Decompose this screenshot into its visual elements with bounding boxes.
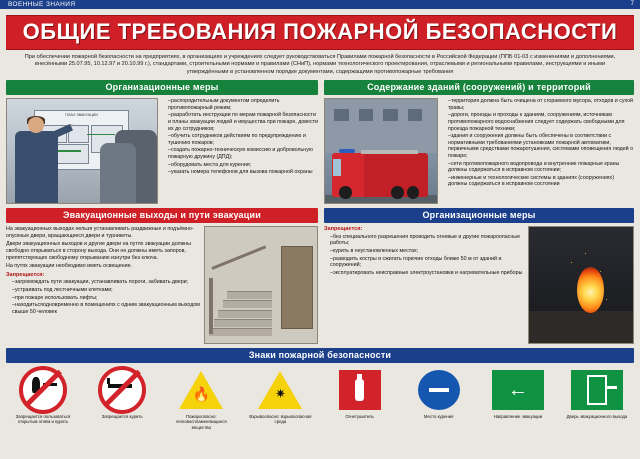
sign-caption: Запрещается пользоваться открытым огнём и курить [15, 414, 71, 425]
list-item: – курить в неустановленных местах; [330, 248, 524, 255]
top-bar [0, 0, 640, 9]
list-item: – дороги, проезды и проходы к зданиям, сооружениям, источникам противопожарного водоснабжения следует содержать свободными для проезда пожарной техники; [448, 112, 634, 132]
evacuation-arrow-icon: ← [492, 370, 544, 410]
sign-caption: Взрывоопасно: взрывоопасная среда [249, 414, 312, 425]
list-item: – территория должна быть очищена от сгораемого мусора, отходов и сухой травы; [448, 98, 634, 111]
list-item: – устраивать под лестничными клетками; [12, 287, 200, 294]
section-header-signs: Знаки пожарной безопасности [6, 348, 634, 363]
evacuation-plan-board-title: ПЛАН ЭВАКУАЦИИ [65, 112, 98, 117]
list-item: – загромождать пути эвакуации, устанавливать пороги, забивать двери; [12, 279, 200, 286]
section-header-buildings: Содержание зданий (сооружений) и территорий [324, 80, 634, 95]
sign-no-smoking [91, 368, 153, 430]
intro-paragraph: При обеспечении пожарной безопасности на предприятиях, в организациях и учреждениях следует руководствоваться Правилами пожарной безопасности в Российской Федерации (ППБ 01-03 с изменениями и дополнениями, внесёнными 25.07.95, 10.12.97 и 20.10.99 г.), стандартами, строительными нормами и правилами (СНиП), нормами технологического проектирования, отраслевыми и региональными правилами, инструкциями и иными утверждёнными в установленном порядке документами, содержащими противопожарные требования [24, 54, 616, 75]
list-item: – обучить сотрудников действиям по предупреждению и тушению пожаров; [168, 133, 318, 146]
photo-evacuation-plan-briefing [6, 98, 158, 204]
list-item: – без специального разрешения проводить огневые и другие пожароопасные работы; [330, 234, 524, 247]
section-header-org-measures-2: Организационные меры [324, 208, 634, 223]
sign-caption: Место курения [423, 414, 454, 420]
section-header-org-measures: Организационные меры [6, 80, 318, 95]
stairwell-door [281, 246, 312, 329]
paragraph: Двери эвакуационных выходов и другие двери на путях эвакуации должны свободно открываться в сторону выхода. Они не должны иметь запоров, препятствующих свободному открыванию изнутри без ключа. [6, 241, 191, 261]
evacuation-text [6, 226, 200, 344]
list-item: – распорядительным документом определить противопожарный режим; [168, 98, 318, 111]
title-banner [6, 15, 634, 50]
list-item: – инженерные и технологические системы в зданиях (сооружениях) должны содержаться в исправном состоянии [448, 175, 634, 188]
no-smoking-icon [98, 366, 146, 414]
page-title: ОБЩИЕ ТРЕБОВАНИЯ ПОЖАРНОЙ БЕЗОПАСНОСТИ [22, 19, 618, 44]
no-smoking-no-open-flame-icon [19, 366, 67, 414]
sign-flammable-substances [170, 368, 232, 430]
paragraph: На эвакуационных выходах нельзя устанавливать раздвижные и подъёмно-опускные двери, вращающиеся двери и турникеты. [6, 226, 194, 239]
sign-evacuation-direction [487, 368, 549, 430]
list-item: – разводить костры и сжигать горючие отходы ближе 50 м от зданий и сооружений; [330, 256, 524, 269]
sign-no-open-flame-no-smoking [12, 368, 74, 430]
audience-figure-2 [100, 143, 136, 203]
paragraph: На путях эвакуации необходимо иметь освещение. [6, 263, 132, 270]
brand-label: ВОЕННЫЕ ЗНАНИЯ [8, 1, 76, 8]
explosive-environment-icon: ✷ [258, 371, 302, 409]
list-item: – создать пожарно-техническую комиссию и добровольную пожарную дружину (ДПД); [168, 147, 318, 160]
sign-caption: Дверь эвакуационного выхода [566, 414, 628, 420]
photo-fire-truck [324, 98, 438, 204]
list-item: – при пожаре использовать лифты; [12, 295, 200, 302]
sign-explosive-environment [249, 368, 311, 430]
list-item: – находитьсяодновременно в помещениях с одним эвакуационным выходом свыше 50 человек [12, 302, 200, 315]
photo-fire-explosion [528, 226, 634, 344]
prohibited-label: Запрещается: [6, 271, 45, 278]
photo-stairwell [204, 226, 318, 344]
list-item: – здания и сооружения должны быть обеспечены в соответствии с нормативными требованиями установками пожарной автоматики, первичными средствами пожаротушения, системами оповещения людей о пожаре; [448, 133, 634, 159]
section-header-evacuation: Эвакуационные выходы и пути эвакуации [6, 208, 318, 223]
list-item: – оборудовать места для курения; [168, 162, 318, 169]
sign-caption: Направление эвакуации [493, 414, 543, 420]
flammable-substances-icon: 🔥 [179, 371, 223, 409]
signs-section [6, 348, 634, 430]
list-item: – разработать инструкции по мерам пожарной безопасности и планы эвакуации людей и имущества при пожаре, довести их до сотрудников; [168, 112, 318, 132]
sign-emergency-exit-door [566, 368, 628, 430]
list-item: – эксплуатировать неисправные электроустановки и нагревательные приборы [330, 270, 524, 277]
fire-extinguisher-icon [339, 370, 381, 410]
sign-caption: Запрещается курить [101, 414, 143, 420]
list-item: – указать номера телефонов для вызова пожарной охраны [168, 169, 318, 176]
sign-caption: Пожароопасно: легковоспламеняющиеся вещества [175, 414, 227, 430]
fire-truck [332, 153, 428, 197]
org-measures-2-text [324, 226, 524, 344]
flame-graphic [577, 267, 604, 313]
page-number: 7 [630, 1, 634, 7]
sign-fire-extinguisher [329, 368, 391, 430]
sign-smoking-area [408, 368, 470, 430]
building-background [325, 99, 437, 153]
emergency-exit-door-icon [571, 370, 623, 410]
buildings-list [442, 98, 634, 204]
smoking-area-icon [418, 370, 460, 410]
list-item: – сети противопожарного водопровода и внутренние пожарные краны должны содержаться в исправном состоянии; [448, 161, 634, 174]
prohibited-label-2: Запрещается: [324, 226, 363, 233]
org-measures-list [162, 98, 318, 204]
sign-caption: Огнетушитель [345, 414, 374, 420]
presenter-figure [10, 114, 70, 203]
